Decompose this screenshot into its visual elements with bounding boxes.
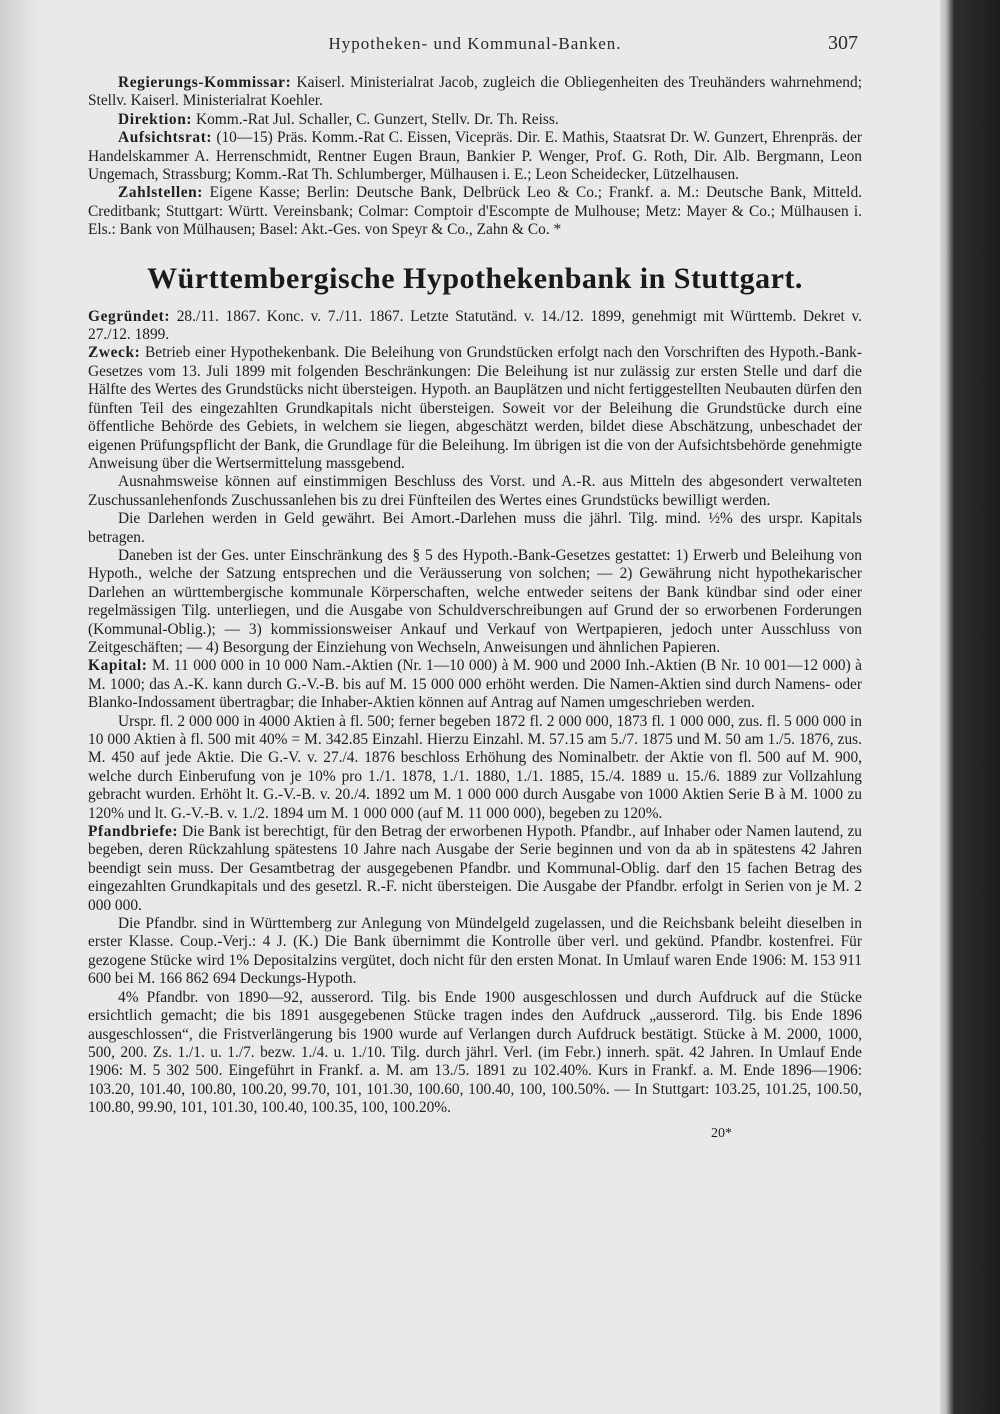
kapital-paragraph [88, 657, 862, 712]
pfandbriefe-paragraph [88, 823, 862, 915]
zahlstellen-text: Eigene Kasse; Berlin: Deutsche Bank, Delbrück Leo & Co.; Frankf. a. M.: Deutsche Bank, Mitteld. Creditbank; Stuttgart: Württ. Vereinsbank; Colmar: Comptoir d'Escompte de Mulhouse; Metz: Mayer & Co.; Mülhausen i. Els.: Bank von Mülhausen; Basel: Akt.-Ges. von Speyr & Co., Zahn & Co. * [88, 184, 862, 239]
pfandbriefe-paragraph-3: 4% Pfandbr. von 1890—92, ausserord. Tilg. bis Ende 1900 ausgeschlossen und durch Aufdruck auf die Stücke ersichtlich gemacht; die bis 1891 ausgegebenen Stücke tragen indes den Aufdruck „ausserord. Tilg. bis Ende 1896 ausgeschlossen“, die Fristverlängerung bis 1900 wurde auf Verlangen durch Aufdruck bestätigt. Stücke à M. 2000, 1000, 500, 200. Zs. 1./1. u. 1./7. bezw. 1./4. u. 1./10. Tilg. durch jährl. Verl. (im Febr.) innerh. spät. 42 Jahren. In Umlauf Ende 1906: M. 5 302 500. Eingeführt in Frankf. a. M. am 13./5. 1891 zu 102.40%. Kurs in Frankf. a. M. Ende 1896—1906: 103.20, 101.40, 100.80, 100.20, 99.70, 101, 101.30, 100.60, 100.40, 100, 100.50%. — In Stuttgart: 103.25, 101.25, 100.50, 100.80, 99.90, 101, 101.30, 100.40, 100.35, 100, 100.20%. [88, 988, 862, 1117]
entry-title: Württembergische Hypothekenbank in Stuttgart. [147, 261, 803, 295]
zweck-text: Betrieb einer Hypothekenbank. Die Beleihung von Grundstücken erfolgt nach den Vorschriften des Hypoth.-Bank-Gesetzes vom 13. Juli 1899 mit folgenden Beschränkungen: Die Beleihung ist nur zulässig zur ersten Stelle und darf die Hälfte des Wertes des Grundstücks nicht übersteigen. Hypoth. an Bauplätzen und nicht fertiggestellten Neubauten dürfen den fünften Teil des eingezahlten Grundkapitals nicht übersteigen. Soweit vor der Beleihung die Grundstücke durch eine öffentliche Behörde des Gebiets, in welchem sie liegen, abgeschätzt werden, bildet diese Abschätzung, unbeschadet der eigenen Prüfungspflicht der Bank, die Grundlage für die Beleihung. Im übrigen ist die von der Aufsichtsbehörde genehmigte Anweisung über die Wertsermittelung massgebend. [88, 344, 862, 472]
kapital-label: Kapital: [88, 657, 148, 675]
zweck-label: Zweck: [88, 344, 141, 362]
running-header [88, 34, 862, 66]
zahlstellen-label: Zahlstellen: [118, 184, 204, 202]
page-number: 307 [828, 32, 858, 54]
direktion-text: Komm.-Rat Jul. Schaller, C. Gunzert, Stellv. Dr. Th. Reiss. [195, 110, 559, 128]
gegruendet-text: 28./11. 1867. Konc. v. 7./11. 1867. Letzte Statutänd. v. 14./12. 1899, genehmigt mit Württemb. Dekret v. 27./12. 1899. [88, 307, 863, 344]
zweck-paragraph-3: Die Darlehen werden in Geld gewährt. Bei Amort.-Darlehen muss die jährl. Tilg. mind. ½% des urspr. Kapitals betragen. [88, 510, 862, 546]
gegruendet-paragraph [88, 308, 862, 345]
zweck-paragraph [88, 344, 862, 473]
pfandbriefe-label: Pfandbriefe: [88, 823, 179, 841]
regierungs-kommissar-paragraph [88, 74, 862, 111]
direktion-label: Direktion: [118, 110, 193, 128]
pfandbriefe-paragraph-2: Die Pfandbr. sind in Württemberg zur Anlegung von Mündelgeld zugelassen, und die Reichsbank beleiht dieselben in erster Klasse. Coup.-Verj.: 4 J. (K.) Die Bank übernimmt die Kontrolle über verl. und gekünd. Pfandbr. kostenfrei. Für gezogene Stücke wird 1% Depositalzins vergütet, doch nicht für den ersten Monat. In Umlauf waren Ende 1906: M. 153 911 600 bei M. 166 862 694 Deckungs-Hypoth. [88, 915, 862, 988]
aufsichtsrat-text: (10—15) Präs. Komm.-Rat C. Eissen, Vicepräs. Dir. E. Mathis, Staatsrat Dr. W. Gunzert, Ehrenpräs. der Handelskammer A. Herrenschmidt, Rentner Eugen Braun, Bankier P. Wenger, Prof. G. Roth, Dir. Alb. Bergmann, Leon Ungemach, Strassburg; Komm.-Rat Th. Schlumberger, Mülhausen i. E.; Leon Scheidecker, Lützelhausen. [88, 129, 862, 184]
regierungs-kommissar-label: Regierungs-Kommissar: [118, 74, 292, 91]
page-gutter-shadow [0, 0, 40, 1414]
pfandbriefe-text: Die Bank ist berechtigt, für den Betrag der erworbenen Hypoth. Pfandbr., auf Inhaber oder Namen lautend, zu begeben, deren Rückzahlung spätestens 10 Jahre nach Ausgabe der Serie beginnen und von da ab in spätestens 42 Jahren beendigt sein muss. Der Gesamtbetrag der ausgegebenen Pfandbr. und Kommunal-Oblig. darf den 15 fachen Betrag des eingezahlten Grundkapitals und des gesetzl. R.-F. nicht übersteigen. Die Ausgabe der Pfandbr. erfolgt in Serien von je M. 2 000 000. [88, 823, 862, 914]
signature-mark: 20* [711, 1125, 732, 1141]
scan-border [940, 0, 1000, 1414]
aufsichtsrat-label: Aufsichtsrat: [118, 129, 213, 147]
gegruendet-label: Gegründet: [88, 307, 171, 325]
zweck-paragraph-4: Daneben ist der Ges. unter Einschränkung des § 5 des Hypoth.-Bank-Gesetzes gestattet: 1) Erwerb und Beleihung von Hypoth., welche der Satzung entsprechen und die Veräusserung von solchen; — 2) Gewährung nicht hypothekarischer Darlehen an württembergische kommunale Körperschaften, welche entweder seitens der Bank kündbar sind oder einer regelmässigen Tilg. unterliegen, und die Ausgabe von Schuldverschreibungen auf Grund der so erworbenen Forderungen (Kommunal-Oblig.); — 3) kommissionsweiser Ankauf und Verkauf von Wertpapieren, jedoch unter Ausschluss von Zeitgeschäften; — 4) Besorgung der Einziehung von Wechseln, Anweisungen und ähnlichen Papieren. [88, 546, 862, 656]
zahlstellen-paragraph [88, 184, 862, 239]
regierungs-kommissar-text: Kaiserl. Ministerialrat Jacob, zugleich die Obliegenheiten des Treuhänders wahrnehmend; Stellv. Kaiserl. Ministerialrat Koehler. [88, 74, 862, 110]
kapital-paragraph-2: Urspr. fl. 2 000 000 in 4000 Aktien à fl. 500; ferner begeben 1872 fl. 2 000 000, 1873 fl. 1 000 000, zus. fl. 5 000 000 in 10 000 Aktien à fl. 500 mit 40% = M. 342.85 Einzahl. Hierzu Einzahl. M. 57.15 am 5./7. 1875 und M. 50 am 1./5. 1876, zus. M. 450 auf jede Aktie. Die G.-V. v. 27./4. 1876 beschloss Erhöhung des Nominalbetr. der Aktie von fl. 500 auf M. 900, welche durch Einberufung von je 10% pro 1./1. 1878, 1./1. 1880, 1./1. 1885, 15./4. 1889 u. 15./6. 1889 zur Vollzahlung gebracht wurden. Erhöht lt. G.-V.-B. v. 20./4. 1892 um M. 1 000 000 durch Ausgabe von 1000 Aktien Serie B à M. 1000 zu 120% und lt. G.-V.-B. v. 1./2. 1894 um M. 1 000 000 (auf M. 11 000 000), begeben zu 120%. [88, 712, 862, 822]
zweck-paragraph-2: Ausnahmsweise können auf einstimmigen Beschluss des Vorst. und A.-R. aus Mitteln des abgesondert verwalteten Zuschussanlehenfonds Zuschussanlehen bis zu drei Fünfteilen des Wertes eines Grundstücks bewilligt werden. [88, 473, 862, 509]
aufsichtsrat-paragraph [88, 129, 862, 184]
running-title: Hypotheken- und Kommunal-Banken. [328, 34, 622, 53]
kapital-text: M. 11 000 000 in 10 000 Nam.-Aktien (Nr. 1—10 000) à M. 900 und 2000 Inh.-Aktien (B Nr. 10 001—12 000) à M. 1000; das A.-K. kann durch G.-V.-B. bis auf M. 15 000 000 erhöht werden. Die Namen-Aktien sind durch Namens- oder Blanko-Indossament übertragbar; die Inhaber-Aktien können auf Antrag auf Namen umgeschrieben werden. [88, 657, 862, 712]
direktion-paragraph [88, 111, 862, 129]
